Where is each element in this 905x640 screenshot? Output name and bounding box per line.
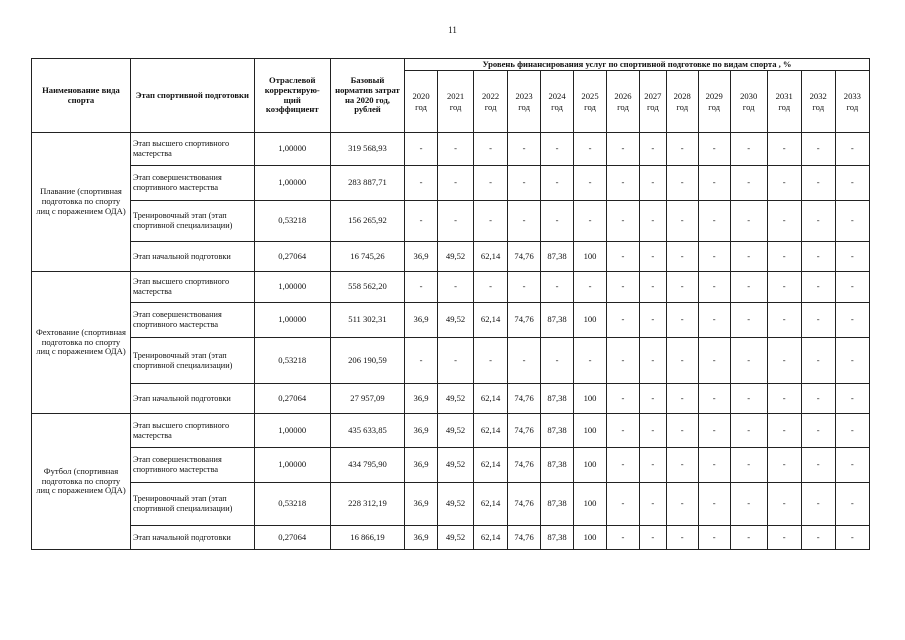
funding-value-cell: - <box>801 414 835 448</box>
funding-value-cell: - <box>730 303 767 338</box>
funding-value-cell: - <box>474 133 508 166</box>
funding-value-cell: - <box>698 303 730 338</box>
funding-value-cell: - <box>801 483 835 526</box>
header-year-unit: год <box>551 101 563 112</box>
funding-value-cell: - <box>574 338 607 384</box>
header-funding-level: Уровень финансирования услуг по спортивной подготовке по видам спорта , % <box>405 59 870 71</box>
header-year <box>438 71 474 133</box>
funding-value-cell: - <box>474 166 508 201</box>
funding-value-cell: - <box>474 338 508 384</box>
funding-value-cell: - <box>405 272 438 303</box>
funding-value-cell: - <box>639 133 666 166</box>
funding-value-cell: 74,76 <box>508 526 541 550</box>
header-year-number: 2022 <box>482 90 500 101</box>
funding-value-cell: - <box>607 384 640 414</box>
funding-value-cell: - <box>666 448 698 483</box>
funding-value-cell: 100 <box>574 303 607 338</box>
funding-value-cell: - <box>835 526 869 550</box>
sport-name-cell: Плавание (спортивная подготовка по спорту лиц с поражением ОДА) <box>32 133 131 272</box>
base-norm-cell: 511 302,31 <box>330 303 404 338</box>
funding-value-cell: 36,9 <box>405 483 438 526</box>
funding-value-cell: - <box>607 483 640 526</box>
funding-value-cell: - <box>541 166 574 201</box>
table-row <box>32 384 870 414</box>
funding-value-cell: - <box>405 166 438 201</box>
funding-value-cell: - <box>730 526 767 550</box>
funding-value-cell: 49,52 <box>438 483 474 526</box>
stage-cell: Этап совершенствования спортивного мастерства <box>130 448 254 483</box>
header-coefficient: Отраслевой корректирую-щий коэффициент <box>254 59 330 133</box>
header-year <box>698 71 730 133</box>
funding-value-cell: - <box>541 338 574 384</box>
funding-value-cell: - <box>508 201 541 242</box>
header-year-unit: год <box>846 101 859 112</box>
funding-value-cell: 62,14 <box>474 526 508 550</box>
table-row <box>32 303 870 338</box>
stage-cell: Тренировочный этап (этап спортивной специализации) <box>130 483 254 526</box>
header-base-norm: Базовый норматив затрат на 2020 год, рублей <box>330 59 404 133</box>
funding-value-cell: - <box>639 272 666 303</box>
base-norm-cell: 228 312,19 <box>330 483 404 526</box>
header-year-number: 2027 <box>644 90 662 101</box>
funding-value-cell: - <box>730 414 767 448</box>
funding-value-cell: 62,14 <box>474 483 508 526</box>
header-year <box>730 71 767 133</box>
funding-value-cell: - <box>508 338 541 384</box>
funding-value-cell: - <box>801 384 835 414</box>
funding-value-cell: - <box>474 201 508 242</box>
funding-value-cell: 36,9 <box>405 414 438 448</box>
funding-value-cell: - <box>607 133 640 166</box>
header-year-unit: год <box>484 101 497 112</box>
funding-value-cell: - <box>607 526 640 550</box>
funding-value-cell: - <box>607 338 640 384</box>
base-norm-cell: 558 562,20 <box>330 272 404 303</box>
funding-value-cell: - <box>767 303 801 338</box>
table-row <box>32 166 870 201</box>
funding-value-cell: - <box>574 201 607 242</box>
header-year <box>574 71 607 133</box>
funding-value-cell: - <box>438 338 474 384</box>
stage-cell: Этап начальной подготовки <box>130 384 254 414</box>
header-year-unit: год <box>778 101 791 112</box>
funding-value-cell: - <box>835 201 869 242</box>
funding-value-cell: 36,9 <box>405 242 438 272</box>
funding-value-cell: - <box>767 166 801 201</box>
sport-name-cell: Фехтование (спортивная подготовка по спорту лиц с поражением ОДА) <box>32 272 131 414</box>
funding-value-cell: - <box>666 384 698 414</box>
sport-name-cell: Футбол (спортивная подготовка по спорту лиц с поражением ОДА) <box>32 414 131 550</box>
header-year-unit: год <box>617 101 629 112</box>
funding-value-cell: - <box>698 526 730 550</box>
header-year <box>801 71 835 133</box>
header-year <box>405 71 438 133</box>
header-year-unit: год <box>584 101 596 112</box>
funding-value-cell: 49,52 <box>438 448 474 483</box>
stage-cell: Этап высшего спортивного мастерства <box>130 272 254 303</box>
funding-value-cell: - <box>801 242 835 272</box>
funding-value-cell: 100 <box>574 526 607 550</box>
coefficient-cell: 0,27064 <box>254 242 330 272</box>
funding-value-cell: - <box>639 384 666 414</box>
funding-value-cell: - <box>767 414 801 448</box>
header-year-unit: год <box>812 101 825 112</box>
header-year <box>835 71 869 133</box>
header-year-unit: год <box>415 101 427 112</box>
funding-value-cell: 62,14 <box>474 242 508 272</box>
funding-value-cell: - <box>405 201 438 242</box>
table-row <box>32 133 870 166</box>
funding-value-cell: - <box>767 483 801 526</box>
funding-value-cell: 49,52 <box>438 414 474 448</box>
funding-value-cell: - <box>835 303 869 338</box>
funding-value-cell: 74,76 <box>508 242 541 272</box>
funding-value-cell: - <box>767 448 801 483</box>
funding-value-cell: - <box>835 338 869 384</box>
funding-value-cell: 49,52 <box>438 526 474 550</box>
table-row <box>32 272 870 303</box>
funding-value-cell: - <box>639 526 666 550</box>
header-sport-name: Наименование вида спорта <box>32 59 131 133</box>
funding-value-cell: - <box>767 133 801 166</box>
base-norm-cell: 283 887,71 <box>330 166 404 201</box>
header-year-unit: год <box>449 101 462 112</box>
funding-value-cell: - <box>801 526 835 550</box>
header-year-unit: год <box>676 101 689 112</box>
funding-value-cell: - <box>666 242 698 272</box>
funding-value-cell: - <box>698 338 730 384</box>
funding-value-cell: - <box>607 166 640 201</box>
funding-value-cell: - <box>607 242 640 272</box>
funding-value-cell: - <box>730 242 767 272</box>
funding-value-cell: 74,76 <box>508 303 541 338</box>
table-row <box>32 201 870 242</box>
header-year <box>639 71 666 133</box>
funding-value-cell: 36,9 <box>405 526 438 550</box>
stage-cell: Этап начальной подготовки <box>130 526 254 550</box>
funding-value-cell: - <box>767 201 801 242</box>
base-norm-cell: 434 795,90 <box>330 448 404 483</box>
funding-value-cell: 100 <box>574 483 607 526</box>
funding-value-cell: 100 <box>574 384 607 414</box>
table-header <box>32 59 870 133</box>
funding-value-cell: 49,52 <box>438 303 474 338</box>
page-number: 11 <box>448 25 457 35</box>
funding-value-cell: - <box>698 414 730 448</box>
header-year-number: 2028 <box>673 90 691 101</box>
funding-value-cell: - <box>607 448 640 483</box>
funding-value-cell: - <box>730 272 767 303</box>
base-norm-cell: 206 190,59 <box>330 338 404 384</box>
stage-cell: Этап совершенствования спортивного мастерства <box>130 166 254 201</box>
funding-value-cell: - <box>607 272 640 303</box>
funding-value-cell: - <box>835 448 869 483</box>
funding-value-cell: 100 <box>574 448 607 483</box>
funding-value-cell: 49,52 <box>438 384 474 414</box>
header-year <box>474 71 508 133</box>
funding-value-cell: - <box>666 133 698 166</box>
funding-value-cell: - <box>666 166 698 201</box>
funding-value-cell: - <box>801 303 835 338</box>
base-norm-cell: 16 866,19 <box>330 526 404 550</box>
funding-value-cell: - <box>666 303 698 338</box>
funding-value-cell: - <box>474 272 508 303</box>
base-norm-cell: 156 265,92 <box>330 201 404 242</box>
funding-value-cell: - <box>666 483 698 526</box>
funding-value-cell: - <box>541 272 574 303</box>
funding-value-cell: - <box>730 201 767 242</box>
funding-value-cell: - <box>508 166 541 201</box>
funding-table <box>31 58 870 550</box>
funding-value-cell: - <box>767 272 801 303</box>
coefficient-cell: 0,53218 <box>254 201 330 242</box>
funding-value-cell: - <box>767 338 801 384</box>
funding-value-cell: 62,14 <box>474 448 508 483</box>
funding-value-cell: 49,52 <box>438 242 474 272</box>
funding-value-cell: - <box>666 526 698 550</box>
funding-value-cell: - <box>574 166 607 201</box>
coefficient-cell: 0,27064 <box>254 526 330 550</box>
funding-value-cell: 74,76 <box>508 483 541 526</box>
funding-value-cell: 87,38 <box>541 242 574 272</box>
funding-value-cell: - <box>835 133 869 166</box>
stage-cell: Этап высшего спортивного мастерства <box>130 414 254 448</box>
coefficient-cell: 1,00000 <box>254 272 330 303</box>
funding-value-cell: - <box>801 201 835 242</box>
header-year-unit: год <box>708 101 721 112</box>
funding-value-cell: - <box>835 272 869 303</box>
funding-value-cell: 62,14 <box>474 384 508 414</box>
funding-value-cell: - <box>508 272 541 303</box>
header-year-unit: год <box>646 101 659 112</box>
funding-value-cell: - <box>835 483 869 526</box>
funding-value-cell: - <box>639 242 666 272</box>
coefficient-cell: 1,00000 <box>254 414 330 448</box>
funding-value-cell: 74,76 <box>508 414 541 448</box>
funding-value-cell: - <box>405 133 438 166</box>
header-year-number: 2026 <box>614 90 632 101</box>
funding-value-cell: - <box>698 272 730 303</box>
funding-value-cell: - <box>698 166 730 201</box>
header-year-number: 2030 <box>740 90 758 101</box>
funding-value-cell: - <box>438 166 474 201</box>
funding-value-cell: - <box>730 384 767 414</box>
funding-value-cell: 62,14 <box>474 414 508 448</box>
funding-value-cell: - <box>767 526 801 550</box>
stage-cell: Тренировочный этап (этап спортивной специализации) <box>130 338 254 384</box>
funding-value-cell: - <box>801 133 835 166</box>
base-norm-cell: 27 957,09 <box>330 384 404 414</box>
coefficient-cell: 0,53218 <box>254 483 330 526</box>
header-year-number: 2029 <box>705 90 723 101</box>
stage-cell: Этап совершенствования спортивного мастерства <box>130 303 254 338</box>
coefficient-cell: 1,00000 <box>254 133 330 166</box>
header-year-number: 2023 <box>515 90 533 101</box>
funding-value-cell: - <box>639 201 666 242</box>
header-year <box>508 71 541 133</box>
funding-value-cell: 87,38 <box>541 303 574 338</box>
funding-value-cell: - <box>730 338 767 384</box>
funding-value-cell: 100 <box>574 414 607 448</box>
funding-value-cell: - <box>438 201 474 242</box>
funding-value-cell: - <box>730 166 767 201</box>
funding-value-cell: - <box>801 166 835 201</box>
funding-value-cell: - <box>698 201 730 242</box>
header-year <box>607 71 640 133</box>
funding-value-cell: - <box>767 384 801 414</box>
table-row <box>32 526 870 550</box>
funding-value-cell: - <box>639 338 666 384</box>
funding-value-cell: - <box>730 483 767 526</box>
header-stage: Этап спортивной подготовки <box>130 59 254 133</box>
coefficient-cell: 0,27064 <box>254 384 330 414</box>
funding-value-cell: 87,38 <box>541 384 574 414</box>
funding-value-cell: - <box>574 272 607 303</box>
funding-value-cell: - <box>730 133 767 166</box>
funding-value-cell: - <box>639 414 666 448</box>
table-row <box>32 483 870 526</box>
base-norm-cell: 16 745,26 <box>330 242 404 272</box>
funding-value-cell: - <box>438 133 474 166</box>
funding-value-cell: - <box>835 166 869 201</box>
funding-value-cell: - <box>698 448 730 483</box>
header-year-number: 2033 <box>843 90 861 101</box>
funding-value-cell: 36,9 <box>405 448 438 483</box>
funding-value-cell: 74,76 <box>508 384 541 414</box>
funding-value-cell: 36,9 <box>405 303 438 338</box>
funding-value-cell: - <box>607 414 640 448</box>
header-year-number: 2021 <box>446 90 465 101</box>
funding-value-cell: 87,38 <box>541 448 574 483</box>
table-row <box>32 242 870 272</box>
table-body <box>32 133 870 550</box>
coefficient-cell: 1,00000 <box>254 166 330 201</box>
funding-value-cell: - <box>607 303 640 338</box>
funding-value-cell: - <box>639 303 666 338</box>
funding-value-cell: 87,38 <box>541 414 574 448</box>
funding-value-cell: 87,38 <box>541 483 574 526</box>
base-norm-cell: 435 633,85 <box>330 414 404 448</box>
header-year <box>666 71 698 133</box>
funding-value-cell: 36,9 <box>405 384 438 414</box>
table-row <box>32 338 870 384</box>
funding-value-cell: - <box>405 338 438 384</box>
funding-value-cell: - <box>666 338 698 384</box>
header-year-number: 2032 <box>809 90 827 101</box>
header-year-number: 2031 <box>775 90 793 101</box>
funding-value-cell: - <box>801 448 835 483</box>
table-row <box>32 448 870 483</box>
funding-value-cell: - <box>730 448 767 483</box>
stage-cell: Тренировочный этап (этап спортивной специализации) <box>130 201 254 242</box>
funding-value-cell: - <box>801 272 835 303</box>
coefficient-cell: 1,00000 <box>254 303 330 338</box>
funding-value-cell: - <box>574 133 607 166</box>
funding-value-cell: - <box>607 201 640 242</box>
coefficient-cell: 0,53218 <box>254 338 330 384</box>
funding-value-cell: - <box>698 483 730 526</box>
funding-value-cell: 100 <box>574 242 607 272</box>
funding-value-cell: - <box>541 201 574 242</box>
header-year-number: 2020 <box>412 90 430 101</box>
funding-value-cell: - <box>639 483 666 526</box>
header-year <box>767 71 801 133</box>
header-year <box>541 71 574 133</box>
header-year-number: 2025 <box>581 90 599 101</box>
stage-cell: Этап начальной подготовки <box>130 242 254 272</box>
funding-value-cell: - <box>438 272 474 303</box>
funding-value-cell: - <box>767 242 801 272</box>
funding-value-cell: - <box>666 201 698 242</box>
header-year-unit: год <box>518 101 530 112</box>
stage-cell: Этап высшего спортивного мастерства <box>130 133 254 166</box>
funding-value-cell: - <box>801 338 835 384</box>
funding-value-cell: - <box>541 133 574 166</box>
funding-value-cell: - <box>508 133 541 166</box>
header-year-unit: год <box>742 101 755 112</box>
funding-value-cell: - <box>835 384 869 414</box>
funding-value-cell: - <box>835 242 869 272</box>
funding-value-cell: 74,76 <box>508 448 541 483</box>
funding-value-cell: - <box>698 384 730 414</box>
header-year-number: 2024 <box>548 90 566 101</box>
funding-value-cell: - <box>666 414 698 448</box>
coefficient-cell: 1,00000 <box>254 448 330 483</box>
funding-value-cell: 87,38 <box>541 526 574 550</box>
funding-value-cell: - <box>639 448 666 483</box>
funding-value-cell: - <box>639 166 666 201</box>
funding-value-cell: 62,14 <box>474 303 508 338</box>
funding-value-cell: - <box>835 414 869 448</box>
funding-value-cell: - <box>698 133 730 166</box>
base-norm-cell: 319 568,93 <box>330 133 404 166</box>
funding-value-cell: - <box>666 272 698 303</box>
table-row <box>32 414 870 448</box>
funding-value-cell: - <box>698 242 730 272</box>
